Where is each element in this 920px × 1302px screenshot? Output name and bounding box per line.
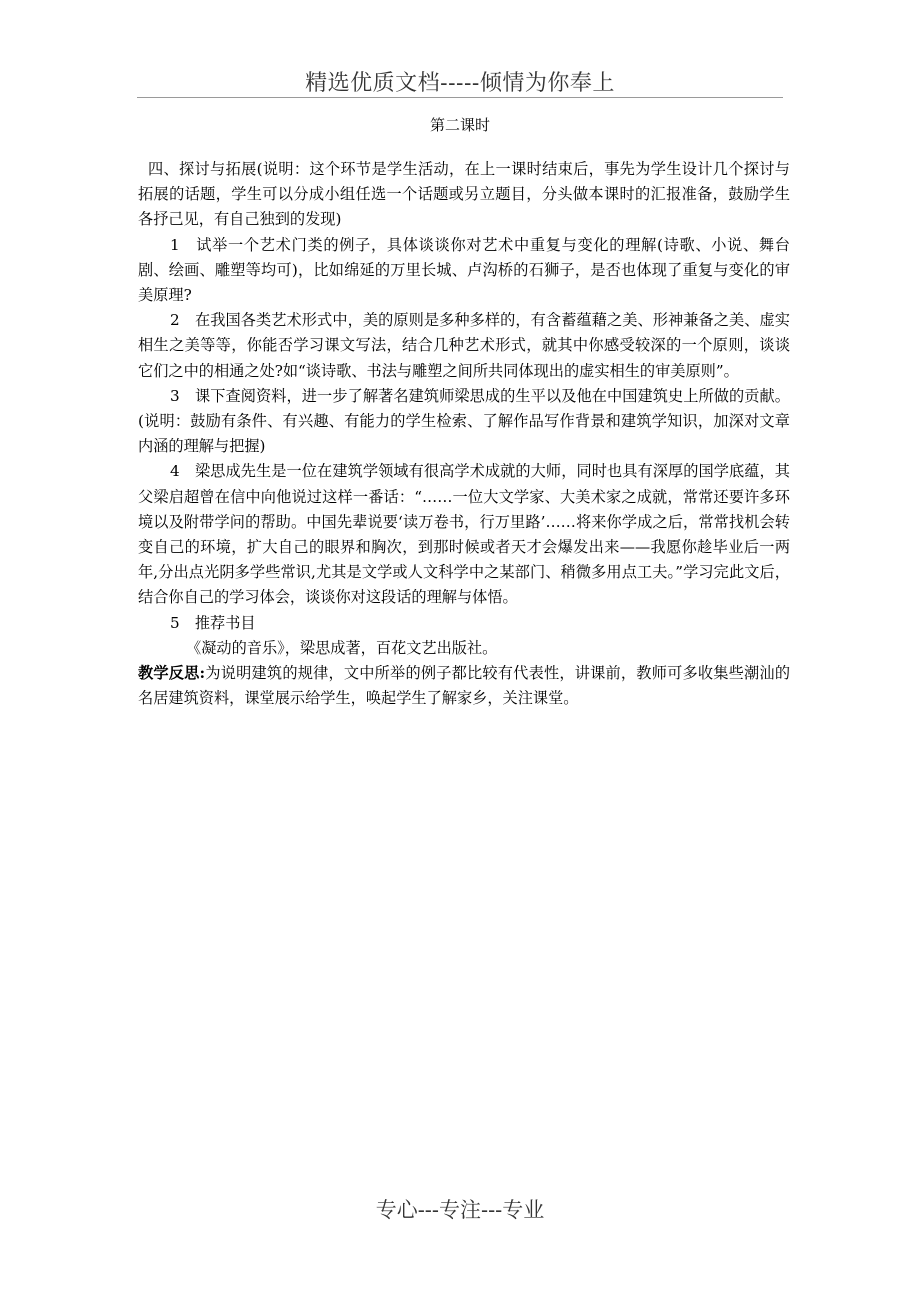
discussion-item-4: 4 梁思成先生是一位在建筑学领域有很高学术成就的大师，同时也具有深厚的国学底蕴，其父梁启超曾在信中向他说过这样一番话：“……一位大文学家、大美术家之成就，常常还要许多环境以及附带学问的帮助。中国先辈说要‘读万卷书，行万里路’……将来你学成之后，常常找机会转变自己的环境，扩大自己的眼界和胸次，到那时候或者天才会爆发出来——我愿你趁毕业后一两年,分出点光阴多学些常识,尤其是文学或人文科学中之某部门、稍微多用点工夫。”学习完此文后，结合你自己的学习体会，谈谈你对这段话的理解与体悟。 [138,462,790,607]
reflection-label: 教学反思: [138,664,206,683]
recommended-book: 《凝动的音乐》，梁思成著，百花文艺出版社。 [186,638,498,657]
discussion-item-1: 1 试举一个艺术门类的例子，具体谈谈你对艺术中重复与变化的理解(诗歌、小说、舞台剧、绘画、雕塑等均可)，比如绵延的万里长城、卢沟桥的石狮子，是否也体现了重复与变化的审美原理? [138,235,790,305]
discussion-item-5: 5 推荐书目 [170,613,256,632]
reflection-text: 为说明建筑的规律，文中所举的例子都比较有代表性，讲课前，教师可多收集些潮汕的名居建筑资料，课堂展示给学生，唤起学生了解家乡，关注课堂。 [138,664,791,708]
discussion-item-2: 2 在我国各类艺术形式中，美的原则是多种多样的，有含蓄蕴藉之美、形神兼备之美、虚实相生之美等等，你能否学习课文写法，结合几种艺术形式，就其中你感受较深的一个原则，谈谈它们之中的相通之处?如“谈诗歌、书法与雕塑之间所共同体现出的虚实相生的审美原则”。 [138,311,790,380]
header-rule [137,97,783,98]
lesson-title: 第二课时 [429,116,490,134]
discussion-item-3: 3 课下查阅资料，进一步了解著名建筑师梁思成的生平以及他在中国建筑史上所做的贡献。(说明：鼓励有条件、有兴趣、有能力的学生检索、了解作品写作背景和建筑学知识，加深对文章内涵的理解与把握) [138,386,790,456]
intro-paragraph: 四、探讨与拓展(说明：这个环节是学生活动，在上一课时结束后，事先为学生设计几个探讨与拓展的话题，学生可以分成小组任选一个话题或另立题目，分头做本课时的汇报准备，鼓励学生各抒己见，有自己独到的发现) [138,160,790,229]
teaching-reflection [138,661,790,711]
running-header: 精选优质文档-----倾情为你奉上 [305,71,615,96]
running-footer: 专心---专注---专业 [375,1198,545,1222]
document-body [138,157,790,711]
